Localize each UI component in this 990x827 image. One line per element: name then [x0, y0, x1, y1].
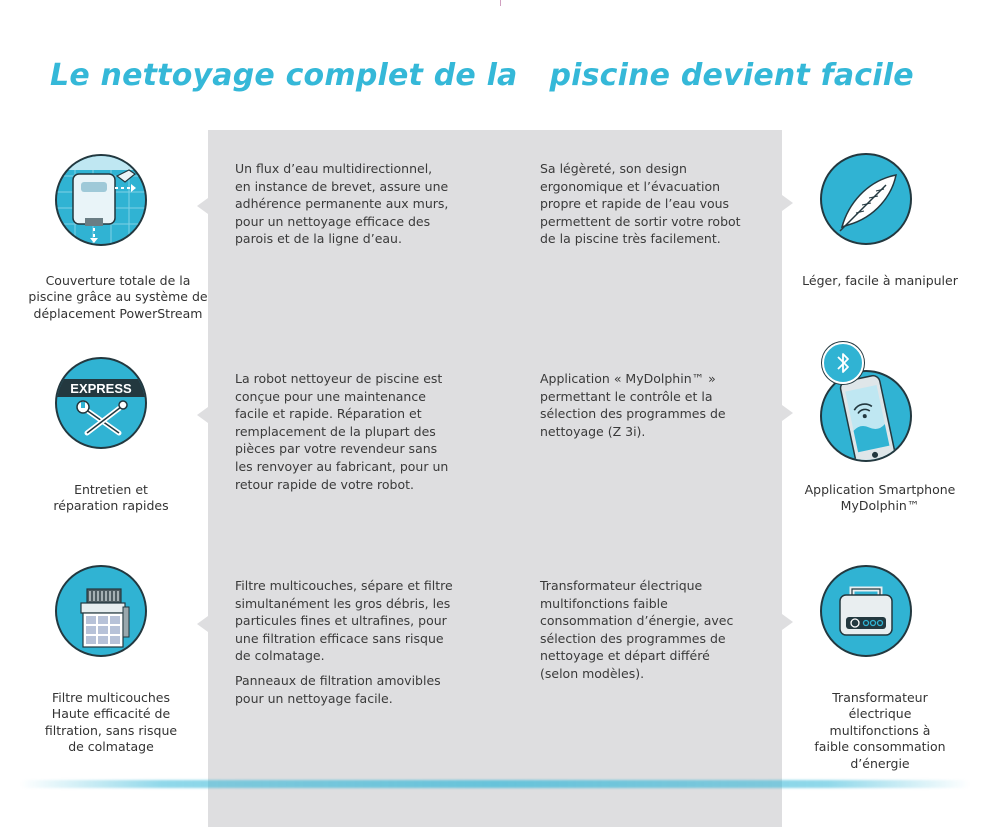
caption-transformer — [795, 690, 965, 772]
description-paragraph: Un flux d’eau multidirectionnel, en instance de brevet, assure une adhérence permanente aux murs, pour un nettoyage efficace des parois et de la ligne d’eau. — [235, 161, 449, 247]
caption-coverage — [18, 273, 218, 322]
caption-line: Filtre multicouches — [51, 690, 171, 705]
caption-line: MyDolphin™ — [840, 498, 920, 514]
caption-filter — [18, 690, 204, 756]
pointer-arrow-left — [197, 198, 208, 214]
pointer-arrow-left — [197, 616, 208, 632]
page-title: Le nettoyage complet de la piscine devient facile — [50, 58, 914, 93]
description-paragraph: Application « MyDolphin™ » permettant le contrôle et la sélection des programmes de nettoyage (Z 3i). — [540, 371, 726, 439]
express-badge-text: EXPRESS — [70, 381, 132, 396]
smartphone-icon — [820, 370, 912, 462]
description-paragraph: Filtre multicouches, sépare et filtre simultanément les gros débris, les particules fines et ultrafines, pour une filtration efficace sans risque de colmatage. — [235, 578, 453, 664]
caption-line: piscine grâce au système de — [28, 289, 208, 305]
feather-icon — [820, 153, 912, 245]
pointer-arrow-right — [782, 614, 793, 630]
caption-maintenance — [18, 482, 204, 515]
description-app — [540, 370, 770, 447]
robot-wall-icon — [55, 154, 147, 246]
caption-line: Application Smartphone — [804, 482, 956, 497]
description-filter — [235, 577, 500, 714]
description-transformer — [540, 577, 770, 690]
caption-line: électrique — [848, 706, 912, 722]
caption-line: Entretien et — [74, 482, 148, 497]
filter-icon — [55, 565, 147, 657]
bottom-water-line — [20, 780, 970, 788]
description-paragraph: La robot nettoyeur de piscine est conçue pour une maintenance facile et rapide. Réparation et remplacement de la plupart des pièces par votre revendeur sans les renvoyer au fabricant, pour un retour rapide de votre robot. — [235, 371, 449, 492]
caption-line: Léger, facile à manipuler — [802, 273, 958, 288]
description-paragraph: Panneaux de filtration amovibles pour un nettoyage facile. — [235, 672, 441, 706]
description-paragraph: Sa légèreté, son design ergonomique et l’évacuation propre et rapide de l’eau vous permettent de sortir votre robot de la piscine très facilement. — [540, 161, 741, 247]
power-supply-icon — [820, 565, 912, 657]
caption-line: faible consommation — [814, 739, 946, 755]
caption-line: Couverture totale de la — [45, 273, 191, 288]
caption-line: déplacement PowerStream — [33, 305, 203, 321]
caption-app — [790, 482, 970, 515]
caption-line: filtration, sans risque — [44, 722, 178, 738]
pointer-arrow-left — [197, 407, 208, 423]
pointer-arrow-right — [782, 195, 793, 211]
caption-line: Haute efficacité de — [51, 706, 171, 722]
description-maintenance — [235, 370, 500, 500]
caption-line: d’énergie — [850, 755, 910, 771]
crop-mark-top — [500, 0, 501, 6]
pointer-arrow-right — [782, 405, 793, 421]
express-tools-icon — [55, 357, 147, 449]
description-paragraph: Transformateur électrique multifonctions faible consommation d’énergie, avec sélection des programmes de nettoyage et départ différé (selon modèles). — [540, 578, 734, 681]
caption-line: multifonctions à — [829, 722, 931, 738]
description-coverage — [235, 160, 500, 255]
caption-line: Transformateur — [832, 690, 928, 705]
description-lightweight — [540, 160, 770, 255]
caption-lightweight — [790, 273, 970, 289]
caption-line: de colmatage — [68, 739, 154, 755]
bluetooth-icon — [822, 342, 864, 384]
caption-line: réparation rapides — [53, 498, 169, 514]
